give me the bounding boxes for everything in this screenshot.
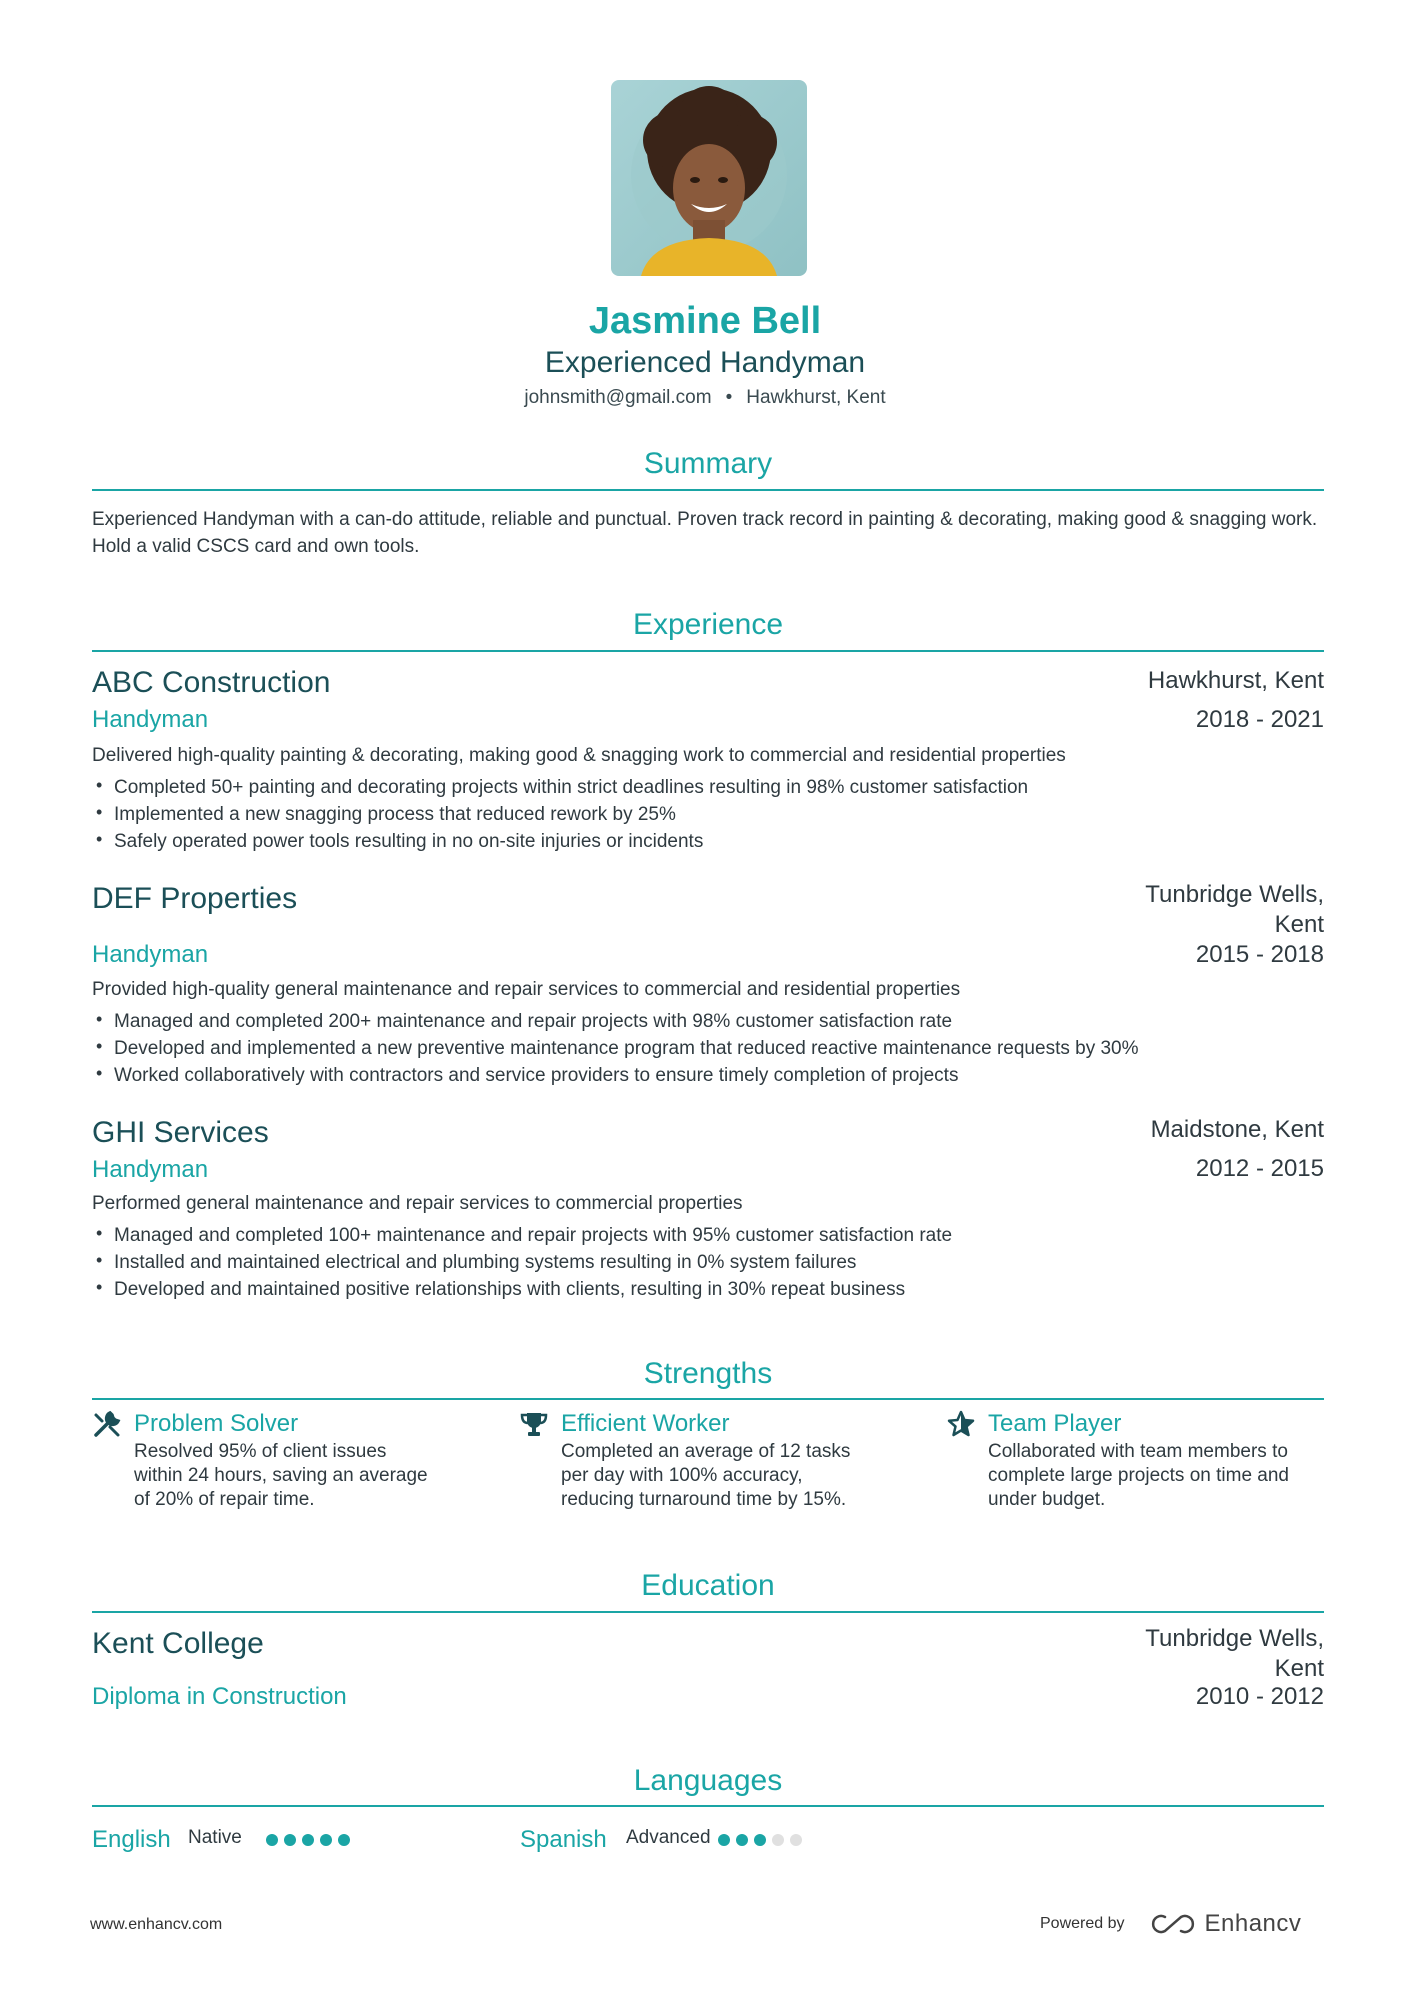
footer-branding — [1040, 1910, 1301, 1938]
language-level: Native — [188, 1827, 242, 1848]
language-name: Spanish — [520, 1826, 607, 1853]
job-bullets — [92, 1008, 1139, 1089]
rating-dot-empty — [772, 1834, 784, 1846]
experience-divider — [92, 650, 1324, 652]
list-item: • Managed and completed 200+ maintenance and repair projects with 98% customer satisfaction rate — [92, 1008, 1139, 1035]
strength-description-line: per day with 100% accuracy, — [561, 1465, 803, 1486]
education-location — [1145, 1624, 1324, 1684]
strength-title: Efficient Worker — [561, 1410, 730, 1437]
languages-heading: Languages — [633, 1764, 783, 1797]
strengths-heading: Strengths — [643, 1357, 773, 1390]
list-item: • Worked collaboratively with contractors and service providers to ensure timely completion of projects — [92, 1062, 1139, 1089]
strength-item — [92, 1408, 472, 1512]
powered-by-label: Powered by — [1040, 1915, 1125, 1932]
education-divider — [92, 1611, 1324, 1613]
job-role: Handyman — [92, 941, 209, 968]
job-bullets — [92, 774, 1028, 855]
list-item: • Managed and completed 100+ maintenance and repair projects with 95% customer satisfaction rate — [92, 1222, 952, 1249]
languages-divider — [92, 1805, 1324, 1807]
contact-line — [0, 384, 1410, 412]
summary-divider — [92, 489, 1324, 491]
strength-description-line: under budget. — [988, 1489, 1106, 1510]
job-location — [1145, 880, 1324, 940]
rating-dot-filled — [302, 1834, 314, 1846]
job-dates: 2015 - 2018 — [1195, 941, 1324, 968]
job-description: Delivered high-quality painting & decorating, making good & snagging work to commercial and residential properties — [92, 745, 1066, 766]
rating-dot-filled — [338, 1834, 350, 1846]
strength-title: Problem Solver — [134, 1410, 299, 1437]
strength-description-line: of 20% of repair time. — [134, 1489, 315, 1510]
rating-dot-filled — [718, 1834, 730, 1846]
education-dates: 2010 - 2012 — [1195, 1683, 1324, 1710]
strength-description-line: complete large projects on time and — [988, 1465, 1289, 1486]
strength-description-line: Resolved 95% of client issues — [134, 1441, 387, 1462]
list-item: • Installed and maintained electrical and plumbing systems resulting in 0% system failures — [92, 1249, 952, 1276]
job-role: Handyman — [92, 1156, 209, 1183]
job-company: ABC Construction — [92, 666, 331, 699]
strength-description-line: Collaborated with team members to — [988, 1441, 1288, 1462]
job-location-line2: Kent — [1274, 911, 1324, 938]
language-level: Advanced — [626, 1827, 711, 1848]
rating-dot-filled — [266, 1834, 278, 1846]
footer-website[interactable]: www.enhancv.com — [90, 1916, 223, 1933]
strengths-divider — [92, 1398, 1324, 1400]
job-bullets — [92, 1222, 952, 1303]
trophy-icon — [519, 1409, 549, 1439]
strength-title: Team Player — [988, 1410, 1122, 1437]
education-heading: Education — [641, 1569, 775, 1602]
strength-description-line: reducing turnaround time by 15%. — [561, 1489, 847, 1510]
summary-heading: Summary — [643, 447, 773, 480]
job-role: Handyman — [92, 706, 209, 733]
rating-dot-filled — [736, 1834, 748, 1846]
language-rating — [266, 1834, 350, 1846]
job-company: GHI Services — [92, 1116, 269, 1149]
list-item: • Completed 50+ painting and decorating projects within strict deadlines resulting in 98% customer satisfaction — [92, 774, 1028, 801]
rating-dot-filled — [320, 1834, 332, 1846]
language-name: English — [92, 1826, 171, 1853]
job-location: Hawkhurst, Kent — [1147, 667, 1324, 694]
list-item: • Implemented a new snagging process that reduced rework by 25% — [92, 801, 1028, 828]
strength-description-line: within 24 hours, saving an average — [134, 1465, 428, 1486]
job-description: Provided high-quality general maintenance and repair services to commercial and residential properties — [92, 979, 961, 1000]
list-item: • Developed and maintained positive relationships with clients, resulting in 30% repeat business — [92, 1276, 952, 1303]
enhancv-logo-icon — [1151, 1911, 1197, 1937]
rating-dot-empty — [790, 1834, 802, 1846]
list-item: • Developed and implemented a new preventive maintenance program that reduced reactive maintenance requests by 30% — [92, 1035, 1139, 1062]
strength-description-line: Completed an average of 12 tasks — [561, 1441, 851, 1462]
job-description: Performed general maintenance and repair services to commercial properties — [92, 1193, 743, 1214]
contact-separator: • — [725, 387, 733, 408]
school-name: Kent College — [92, 1627, 264, 1660]
experience-heading: Experience — [632, 608, 784, 641]
candidate-title: Experienced Handyman — [544, 346, 866, 379]
job-dates: 2018 - 2021 — [1195, 706, 1324, 733]
language-rating — [718, 1834, 802, 1846]
rating-dot-filled — [754, 1834, 766, 1846]
email[interactable]: johnsmith@gmail.com — [524, 387, 712, 408]
education-location-line1: Tunbridge Wells, — [1145, 1625, 1324, 1652]
list-item: • Safely operated power tools resulting in no on-site injuries or incidents — [92, 828, 1028, 855]
job-location: Maidstone, Kent — [1150, 1116, 1324, 1143]
education-location-line2: Kent — [1274, 1655, 1324, 1682]
degree: Diploma in Construction — [92, 1683, 347, 1710]
resume-header — [0, 298, 1410, 412]
job-company: DEF Properties — [92, 882, 298, 915]
summary-text: Experienced Handyman with a can-do attitude, reliable and punctual. Proven track record in painting & decorating, making good & snagging work. Hold a valid CSCS card and own tools. — [92, 509, 1318, 557]
rating-dot-filled — [284, 1834, 296, 1846]
strength-item — [946, 1408, 1326, 1512]
job-dates: 2012 - 2015 — [1195, 1155, 1324, 1182]
candidate-name: Jasmine Bell — [588, 300, 822, 342]
location: Hawkhurst, Kent — [746, 387, 886, 408]
star-icon — [946, 1409, 976, 1439]
wrench-icon — [92, 1409, 122, 1439]
avatar — [611, 80, 807, 276]
job-location-line1: Tunbridge Wells, — [1145, 881, 1324, 908]
strength-item — [519, 1408, 899, 1512]
brand-name: Enhancv — [1204, 1910, 1302, 1937]
